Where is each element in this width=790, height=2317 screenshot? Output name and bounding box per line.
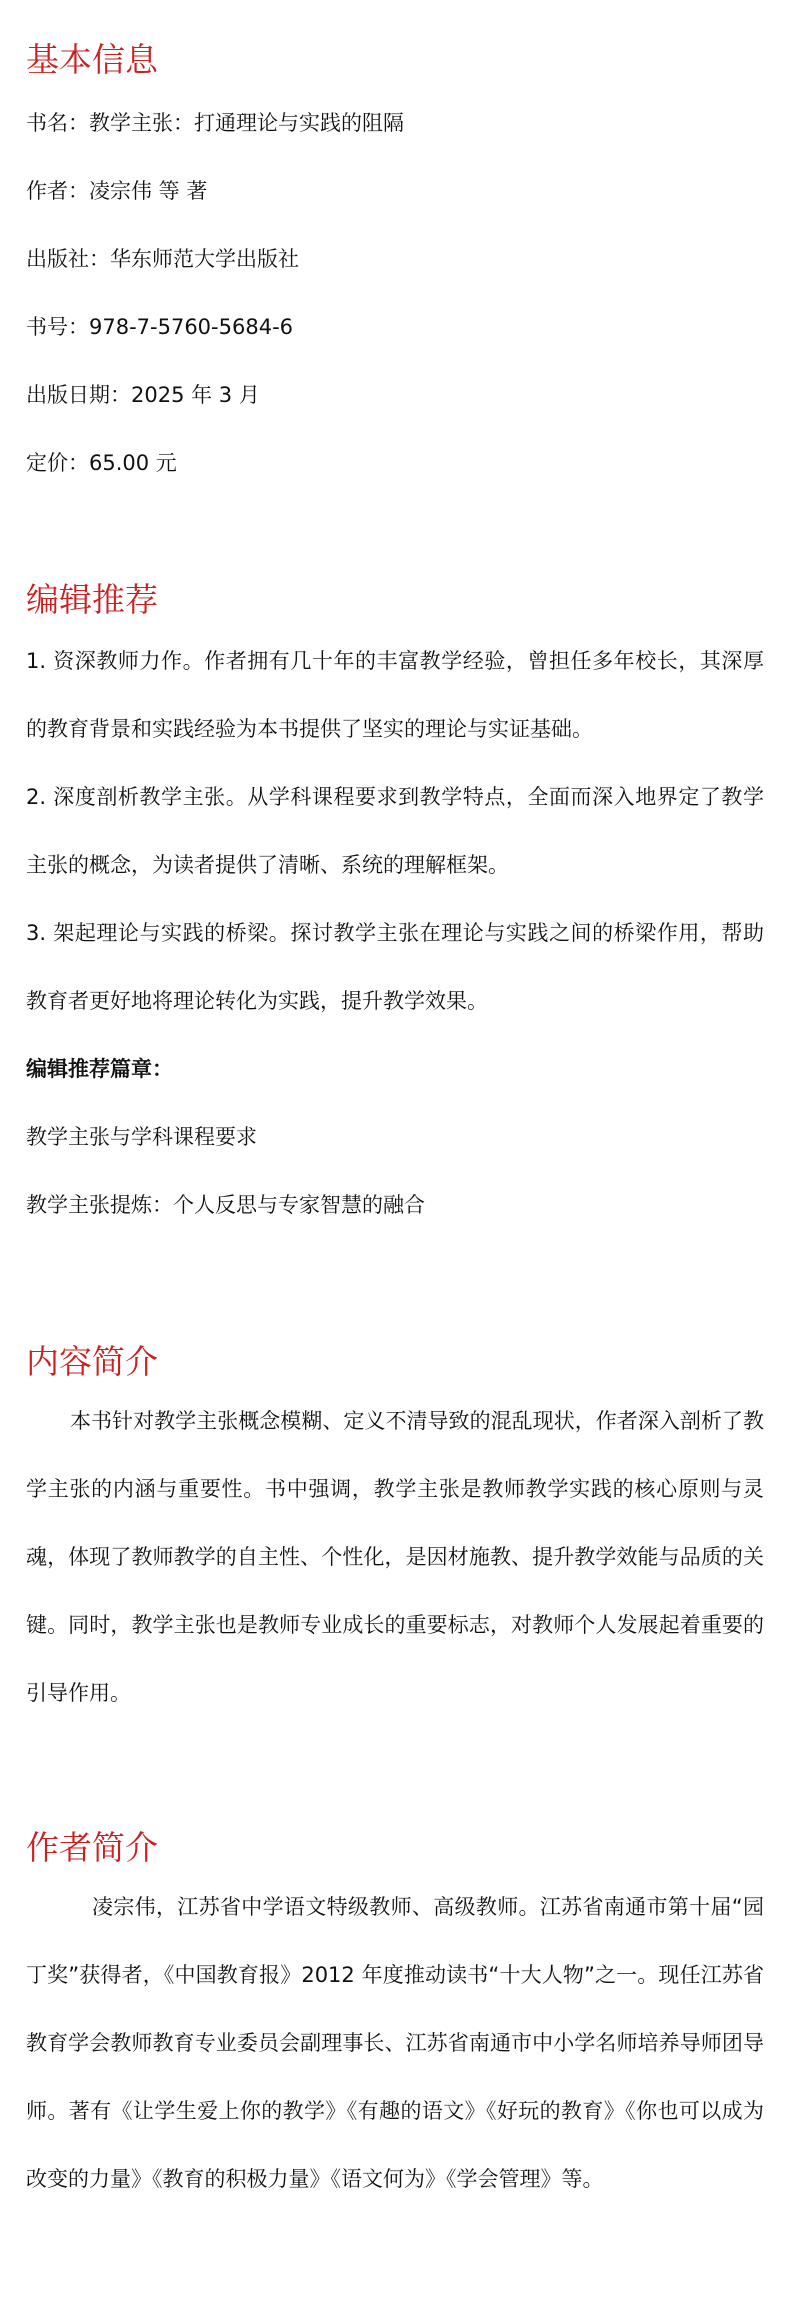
basic-info-section [26, 40, 764, 497]
recommend-item-2: 2. 深度剖析教学主张。从学科课程要求到教学特点，全面而深入地界定了教学主张的概念，为读者提供了清晰、系统的理解框架。 [26, 785, 764, 877]
author-intro-section [26, 1828, 764, 2213]
editor-recommend-heading: 编辑推荐 [26, 580, 158, 619]
book-title-line: 书名：教学主张：打通理论与实践的阻隔 [26, 111, 404, 135]
content-intro-text: 本书针对教学主张概念模糊、定义不清导致的混乱现状，作者深入剖析了教学主张的内涵与重要性。书中强调，教学主张是教师教学实践的核心原则与灵魂，体现了教师教学的自主性、个性化，是因材施教、提升教学效能与品质的关键。同时，教学主张也是教师专业成长的重要标志，对教师个人发展起着重要的引导作用。 [26, 1409, 764, 1705]
author-intro-text: 凌宗伟，江苏省中学语文特级教师、高级教师。江苏省南通市第十届“园丁奖”获得者，《中国教育报》2012 年度推动读书“十大人物”之一。现任江苏省教育学会教师教育专业委员会副理事长、江苏省南通市中小学名师培养导师团导师。著有《让学生爱上你的教学》《有趣的语文》《好玩的教育》《你也可以成为改变的力量》《教育的积极力量》《语文何为》《学会管理》等。 [26, 1895, 764, 2191]
price-line: 定价：65.00 元 [26, 451, 177, 475]
content-intro-heading: 内容简介 [26, 1342, 158, 1381]
basic-info-heading: 基本信息 [26, 40, 158, 79]
author-intro-heading: 作者简介 [26, 1828, 158, 1867]
publisher-line: 出版社：华东师范大学出版社 [26, 247, 299, 271]
editor-recommend-section [26, 580, 764, 1239]
content-intro-section [26, 1342, 764, 1727]
recommend-chapter-1: 教学主张与学科课程要求 [26, 1125, 257, 1149]
isbn-line: 书号：978-7-5760-5684-6 [26, 315, 294, 339]
recommend-chapter-2: 教学主张提炼：个人反思与专家智慧的融合 [26, 1193, 425, 1217]
recommend-item-1: 1. 资深教师力作。作者拥有几十年的丰富教学经验，曾担任多年校长，其深厚的教育背景和实践经验为本书提供了坚实的理论与实证基础。 [26, 649, 764, 741]
author-line: 作者：凌宗伟 等 著 [26, 179, 208, 203]
publish-date-line: 出版日期：2025 年 3 月 [26, 383, 260, 407]
recommend-chapters-label: 编辑推荐篇章： [26, 1057, 173, 1081]
recommend-item-3: 3. 架起理论与实践的桥梁。探讨教学主张在理论与实践之间的桥梁作用，帮助教育者更好地将理论转化为实践，提升教学效果。 [26, 921, 764, 1013]
